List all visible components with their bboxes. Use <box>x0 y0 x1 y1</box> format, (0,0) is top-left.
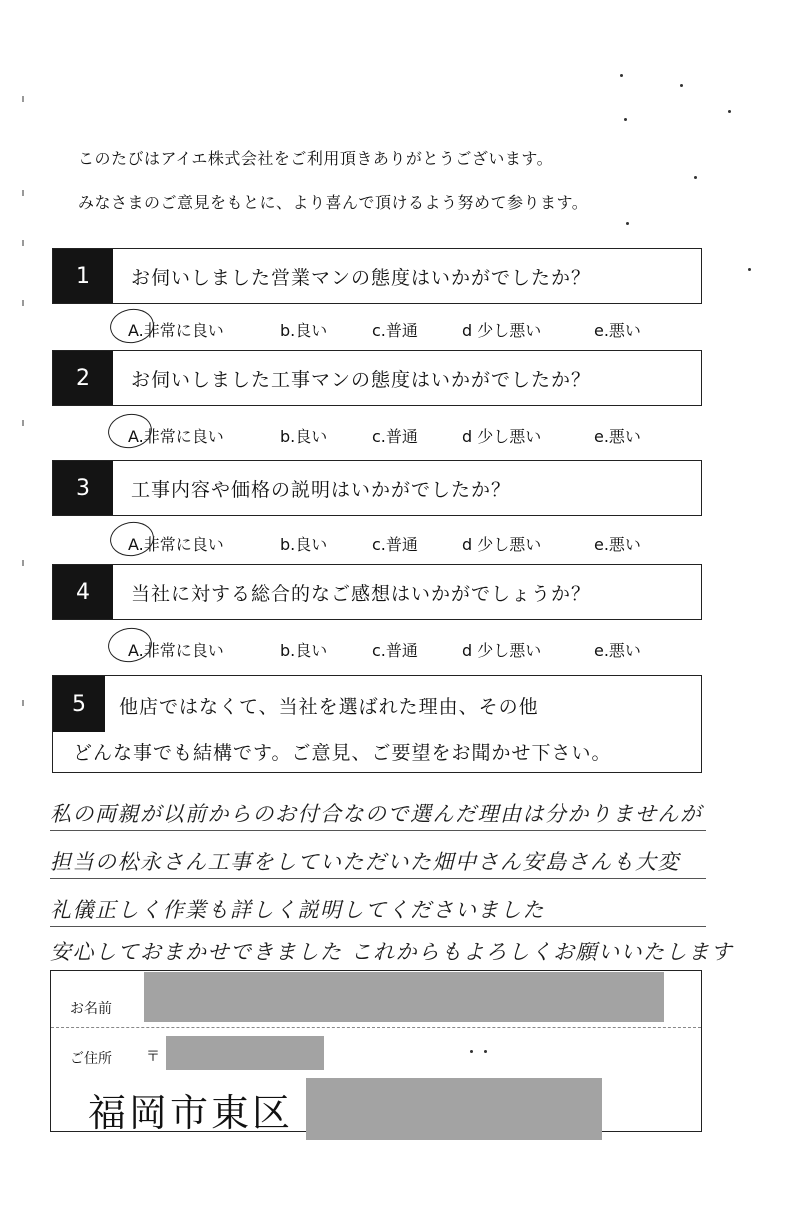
question-5-line-2: どんな事でも結構です。ご意見、ご要望をお聞かせ下さい。 <box>73 742 612 764</box>
option-b[interactable]: b.良い <box>280 427 328 446</box>
answer-options-2 <box>128 424 641 447</box>
redacted-postal-code <box>166 1036 324 1070</box>
option-b[interactable]: b.良い <box>280 535 328 554</box>
question-3 <box>52 460 702 516</box>
margin-tick <box>22 700 24 706</box>
question-number: 1 <box>53 249 113 303</box>
margin-tick <box>22 300 24 306</box>
question-5-line-1: 他店ではなくて、当社を選ばれた理由、その他 <box>119 696 539 718</box>
question-2 <box>52 350 702 406</box>
option-e[interactable]: e.悪い <box>594 535 641 554</box>
option-c[interactable]: c.普通 <box>372 321 418 340</box>
answer-options-4 <box>128 638 641 661</box>
comment-line-3: 礼儀正しく作業も詳しく説明してくださいました <box>50 898 545 922</box>
intro-line-1: このたびはアイエ株式会社をご利用頂きありがとうございます。 <box>78 149 554 168</box>
option-a[interactable]: A.非常に良い <box>128 641 224 660</box>
scan-speck <box>728 110 731 113</box>
comment-line-1: 私の両親が以前からのお付合なので選んだ理由は分かりませんが <box>50 802 703 826</box>
option-d[interactable]: d 少し悪い <box>462 641 542 660</box>
option-e[interactable]: e.悪い <box>594 321 641 340</box>
question-number: 2 <box>53 351 113 405</box>
option-b[interactable]: b.良い <box>280 641 328 660</box>
option-b[interactable]: b.良い <box>280 321 328 340</box>
option-a[interactable]: A.非常に良い <box>128 535 224 554</box>
question-number: 3 <box>53 461 113 515</box>
question-number: 5 <box>53 676 105 732</box>
scan-speck <box>626 222 629 225</box>
comment-rule <box>50 878 706 879</box>
address-label: ご住所 <box>70 1051 112 1067</box>
option-d[interactable]: d 少し悪い <box>462 427 542 446</box>
margin-tick <box>22 240 24 246</box>
question-4 <box>52 564 702 620</box>
question-text: お伺いしました工事マンの態度はいかがでしたか？ <box>131 368 592 391</box>
option-e[interactable]: e.悪い <box>594 641 641 660</box>
margin-tick <box>22 420 24 426</box>
answer-options-1 <box>128 318 641 341</box>
question-5 <box>52 675 702 773</box>
question-1 <box>52 248 702 304</box>
question-number: 4 <box>53 565 113 619</box>
option-c[interactable]: c.普通 <box>372 427 418 446</box>
option-c[interactable]: c.普通 <box>372 535 418 554</box>
option-d[interactable]: d 少し悪い <box>462 535 542 554</box>
comment-rule <box>50 830 706 831</box>
question-text: 工事内容や価格の説明はいかがでしたか？ <box>131 478 512 501</box>
margin-tick <box>22 96 24 102</box>
margin-tick <box>22 560 24 566</box>
redacted-address <box>306 1078 602 1140</box>
scan-speck <box>484 1050 487 1053</box>
postal-mark: 〒 <box>146 1049 160 1065</box>
address-handwritten: 福岡市東区 <box>88 1091 294 1135</box>
margin-tick <box>22 190 24 196</box>
comment-rule <box>50 926 706 927</box>
scan-speck <box>694 176 697 179</box>
form-divider <box>51 1027 701 1029</box>
scan-speck <box>470 1050 473 1053</box>
scan-speck <box>680 84 683 87</box>
answer-options-3 <box>128 532 641 555</box>
scan-speck <box>748 268 751 271</box>
option-d[interactable]: d 少し悪い <box>462 321 542 340</box>
comment-line-2: 担当の松永さん工事をしていただいた畑中さん安島さんも大変 <box>50 850 680 874</box>
option-a[interactable]: A.非常に良い <box>128 427 224 446</box>
scan-speck <box>624 118 627 121</box>
name-label: お名前 <box>70 1001 112 1017</box>
intro-line-2: みなさまのご意見をもとに、より喜んで頂けるよう努めて参ります。 <box>78 193 589 212</box>
option-c[interactable]: c.普通 <box>372 641 418 660</box>
comment-line-4: 安心しておまかせできました これからもよろしくお願いいたします <box>50 940 734 964</box>
question-text: お伺いしました営業マンの態度はいかがでしたか？ <box>131 266 592 289</box>
scan-speck <box>620 74 623 77</box>
redacted-name <box>144 972 664 1022</box>
option-e[interactable]: e.悪い <box>594 427 641 446</box>
option-a[interactable]: A.非常に良い <box>128 321 224 340</box>
question-text: 当社に対する総合的なご感想はいかがでしょうか？ <box>131 582 592 605</box>
